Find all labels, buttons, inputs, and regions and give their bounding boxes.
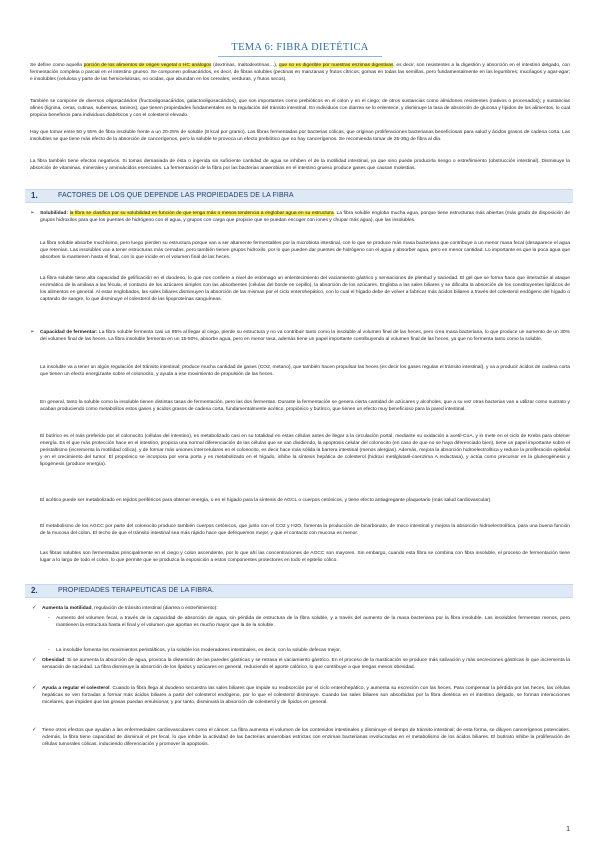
arrow-bullet-icon: ➢ <box>30 210 35 216</box>
check-bullet-icon: ✓ <box>32 605 37 611</box>
section-2-paragraph: La insoluble fomenta los movimientos peristálticos, y la soluble los moderadores intestinales, es decir, con la soluble defecas mejor. <box>56 648 341 653</box>
section-2-header <box>25 584 573 598</box>
section-1-header <box>25 189 573 203</box>
section-1-paragraph: El butírico es el más preferido por el colonocito (células del intestino), es metabolizado casi en su totalidad en estas células antes de llegar a la circulación portal, mediante su oxidación a acetil-CoA, y lo mete en el ciclo de Krebs para obtener energía. Es el que más protección hace en el intestino, propicia una normal diferenciación de las células que se van dividiendo, la apoptosis celular del colonocito (en caso de que no se haya diferenciado bien), tiene un papel importante sobre el peristaltismo (incrementa la motilidad cólica), y de formar más uniones intercelulares en el colonocito, es decir hace más sólida la barrera intestinal (menos alergias). Además, mejora la absorción hidroelectrolítica y reduce la proliferación epitelial y en el crecimiento del tumor. El propiónico se incorpora por vena porta y es metabolizado en el hígado, inhibe la síntesis hepática de colesterol (hidroxi metilglutaril-coenzima A reductasa), y actúa como precursor en la gluneogénesis y lipogénesis (produce energía). <box>40 434 570 468</box>
section-2-paragraph: Ayuda a regular el colesterol. Cuando la fibra llega al duodeno secuestra las sales biliares que impide su reabsorción por el ciclo enterohepático, y aumenta su excreción con las heces. Para compensar la pérdida por las heces, las células hepáticas se ven forzadas a formar más ácidos biliares a partir del colesterol endógeno, por lo que el colesterol disminuye. Cuando las sales biliares son absorbidas por la fibra dietética en el intestino delgado, se forman interacciones micelares, que impiden que las grasas puedan emulsionar, y por tanto, disminuirá la absorción de colesterol y de lípidos en general. <box>42 686 571 706</box>
section-2-paragraph: Tiene otros efectos que ayudan a las enfermedades cardiovasculares como el cáncer. La fibra aumenta el volumen de los contenidos intestinales y disminuye el tiempo de tránsito intestinal; de esta forma, se diluyen cancerígenos potenciales. Además, la fibra tiene capacidad de disminuir el pH fecal, lo que inhibe la actividad de las bacterias anaerobias estrictas con enzimas bacterianas involucradas en el metabolismo de los ácidos biliares. El butírato inhibe la proliferación de células tumorales cólicas, induciendo diferenciación y promover la apoptosis. <box>42 728 570 748</box>
section-title: PROPIEDADES TERAPEUTICAS DE LA FIBRA. <box>58 587 215 594</box>
section-2-paragraph: Aumento del volumen fecal, a través de la capacidad de absorción de agua, sin pérdida de estructura de la fibra soluble, y a través del aumento de la masa bacteriana por la fibra insoluble. Las insolubles fermentan menos, pero mantienen la estructura hasta el final y el volumen que aportan es mucho mayor que la de la soluble. <box>56 616 570 629</box>
intro-paragraph-2: También se compone de diversos oligosacáridos (fructooligosacáridos, galactooligosacáridos), que son importantes como prebióticos en el colon y en el ciego; de otros sustancias como almidones resistentes (nativos o procesados); y sustancias afines (lignina, ceras, cutinas, suberinas, taninos), que tienen propiedades fundamentales en la regulación del tránsito intestinal. En individuos con diarrea se lo enlentece, y disminuye la tasa de absorción de glucosa y lípidos de los alimentos, lo cual propicia beneficios para individuos diabéticos y con el colesterol elevado. <box>30 99 570 119</box>
section-1-paragraph: En general, tanto la soluble como la insoluble tienen distintas tasas de fermentación, pero las dos fermentan. Durante la fermentación se genera cierta cantidad de azúcares y alcoholes, que a su vez otras bacterias van a utilizar como sustrato y acaban produciendo como metabolitos estos gases y ácidos grasos de cadena corta, fundamentalmente acético, propiónico y butírico, que tienen un efecto muy beneficioso para la pared intestinal. <box>40 400 570 413</box>
section-1-paragraph: La fibra soluble absorbe muchísimo, pero luego pierden su estructura porque van a ser altamente fermentables por la microbiota intestinal, con lo que se produce más masa bacteriana que contribuye a un menor masa fecal (desaparece el agua que retenían. Las insolubles van a tener estructuras más cerradas, pero también tienen grupos hidroxilo, por lo que pueden dar puentes de hidrógeno con el agua y absorber agua, pero en menor cantidad. Lo importante es que la poca agua que absorben la mantienen hasta el final, con lo que incide en el volumen final de las heces. <box>40 241 570 261</box>
section-1-paragraph: La fibra soluble tiene alta capacidad de gelificación en el duodeno, lo que nos confiere a nivel de estómago un enlentecimiento del vaciamiento gástrico y sensaciones de plenitud y saciedad. El gel que se forma hace que interactúe al ataque enzimático de la amilasa a las fécula, el contacto de los azúcares simples con las absorbentes (células del borde en cepillo), la absorción de los azúcares. Engloba a las sales biliares y se dificulta la absorción de los constituyentes lipídicos de los alimentos en general. Al estar englobados, las sales biliares disminuyen la absorción de las mismas por el ciclo enterohepático, con lo cual el hígado debe de volver a fabricar más ácidos biliares a través del colesterol endógeno del hígado o captando de sangre, lo que disminuye el colesterol de las lipoproteínas sanguíneas. <box>40 276 570 303</box>
section-title: FACTORES DE LOS QUE DEPENDE LAS PROPIEDADES DE LA FIBRA <box>58 192 294 199</box>
section-2-paragraph: Aumenta la motilidad, regulación de tránsito intestinal (diarrea o estreñimiento): <box>42 606 218 611</box>
intro-paragraph-1: Se define como aquella porción de los alimentos de origen vegetal o HC análogos (dextrinas, maltodextrinas…), que no es digerible por nuestras enzimas digestivas, es decir, son resistentes a la digestión y absorción en el intestino delgado, con fermentación completa o parcial en el intestino grueso. Se componen polisacáridos, es decir, de fibras solubles (pectinas en manzanas y frutos cítricos; gomas en todas las semillas, pero fundamentalmente en las legumbres; mucílagos y agar-agar; e insolubles (celulosa y parte de las hemicelulosas, no ocidas, que abundan en los cereales, verduras, y frutos secos). <box>30 63 570 83</box>
intro-paragraph-4: La fibra también tiene efectos negativos. Si tomas demasiada de ésta o ingerida sin suficiente cantidad de agua se inhiben el de la motilidad intestinal, ya que sino puede producirla riesgo o estreñimiento (obstrucción intestinal). Disminuye la absorción de vitaminas, minerales y aminoácidos esenciales. La fermentación de la fibra por las bacterias anaerobias en el intestino grueso produce gases que causan molestias. <box>30 159 570 172</box>
highlighted-text: que no es digerible por nuestras enzimas digestivas <box>278 63 394 68</box>
section-1-paragraph: Solubilidad: la fibra se clasifica por su solubilidad en función de que tenga más o menos tendencia a englobar agua en su estructura. La fibra soluble engloba mucha agua, porque tiene estructuras más abiertas (más grado de disposición de grupos hidroxilos para que los puentes de hidrógeno con el agua, y grupos con carga que propicie que se puedan encoger con iones y chupar más agua), que las insolubles. <box>40 211 570 224</box>
check-bullet-icon: ✓ <box>32 657 37 663</box>
section-number: 2. <box>31 586 38 595</box>
highlighted-text: porción de los alimentos de origen vegetal o HC análogos <box>83 63 212 68</box>
section-1-paragraph: El acético puede ser metabolizado en tejidos periféricos para obtener energía, o en el hígado para la síntesis de AGCL o cuerpos cetónicos, y tiene efecto antiagregante plaquetario (más salud cardiovascular). <box>40 498 492 503</box>
section-1-paragraph: Capacidad de fermentar: La fibra soluble fermenta casi un 95% al llegar al ciego, pierde su estructura y no va contribuir tanto como la insoluble al volumen final de las heces, pero crea masa bacteriana, lo que produce un aumento de un 30% del volumen final de las heces. La fibra insoluble fermenta en un 15-50%, absorbe agua, pero en menor tasa, además tiene un papel importante contribuyendo al volumen final de las heces, ya que no fermenta tanto como la soluble. <box>40 330 570 343</box>
dash-bullet-icon: - <box>48 615 50 621</box>
section-2-paragraph: Obesidad: Si se aumenta la absorción de agua, provoca la distensión de las paredes gástricas y se retrasa el vaciamiento gástrico. En el proceso de la masticación se produce más salivación y más secreciones gástricas lo que incrementa la sensación de saciedad. La fibra disminuye la absorción de los lípidos y azúcares en general, reduciendo el aporte calórico, lo que contribuye a que tengas menos obesidad. <box>42 658 570 671</box>
page-number: 1 <box>566 824 571 833</box>
intro-paragraph-3: Hay que tomar entre 50 y 55% de fibra insoluble frente a un 20-25% de soluble (8 kcal por gramo). Las fibras fermentadas por bacterias cólicas, que originan proliferaciones bacterianas beneficiosas para salud y ácidos grasos de cadena corta. Las insolubles se que tiene más efecto de la absorción de cancerígenos, pero la soluble te provoca un efecto prebiótico que no hay cancerígenos. Se recomienda tomar de 25-30g de fibra al día. <box>30 130 570 143</box>
document-title: TEMA 6: FIBRA DIETÉTICA <box>231 42 369 53</box>
section-number: 1. <box>31 191 38 200</box>
check-bullet-icon: ✓ <box>32 727 37 733</box>
check-bullet-icon: ✓ <box>32 685 37 691</box>
highlighted-text: la fibra se clasifica por su solubilidad en función de que tenga más o menos tendencia a englobar agua en su estructura <box>69 211 334 216</box>
arrow-bullet-icon: ➢ <box>30 329 35 335</box>
section-1-paragraph: La insoluble va a tener un algún regulación del tránsito intestinal; produce mucha cantidad de gases (CO2, metano), que también hacen propulsar las heces (es decir los gases regulan el tránsito intestinal), y va a producir ácidos de cadena corta que tienen un efecto energizante sobre el colonocito, y ayuda a ese movimiento de propulsión de las heces. <box>40 365 570 378</box>
dash-bullet-icon: - <box>48 647 50 653</box>
title-underline <box>218 56 382 57</box>
section-1-paragraph: Las fibras solubles son fermentadas principalmente en el ciego y colon ascendente, por lo que ahí las concentraciones de AGCC son mayores. Sin embargo, cuando esta fibra se combina con fibra insoluble, el proceso de fermentación tiene lugar a lo largo de todo el colon, lo que permite que se produzca la exposición a estos componentes protectores en todo el epitelio cólico. <box>40 551 570 564</box>
section-1-paragraph: El metabolismo de los AGCC por parte del colonocito produce también cuerpos cetónicos, que junto con el CO2 y H2O, fomenta la producción de bicarbonato, de moco intestinal y mejora la absorción hidroelectrolítica, para una buena función de la mucosa del colon. El techo de que el tránsito intestinal sea más rápido hace que defequemos mejor, y que el contacto con mucosa es menor. <box>40 524 570 537</box>
